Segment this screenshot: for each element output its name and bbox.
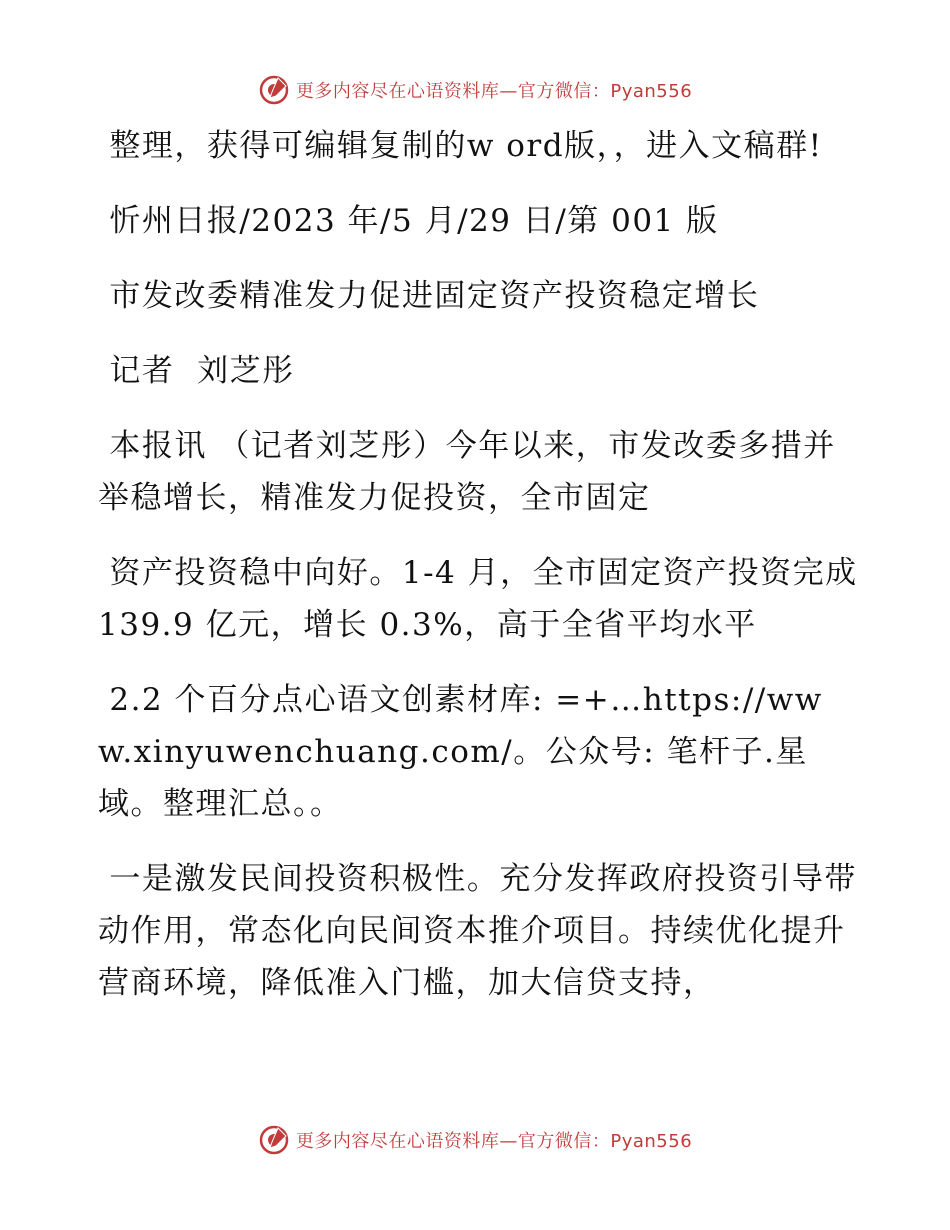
document-body (98, 120, 869, 1009)
body-paragraph: 本报讯 （记者刘芝彤）今年以来，市发改委多措并举稳增长，精准发力促投资，全市固定 (98, 428, 836, 516)
footer-watermark-banner (0, 1122, 950, 1158)
brand-logo-icon (258, 1124, 290, 1156)
publication-line: 忻州日报/2023 年/5 月/29 日/第 001 版 (98, 203, 719, 239)
header-watermark-text: 更多内容尽在心语资料库—官方微信：Pyan556 (295, 81, 693, 102)
brand-logo-icon (258, 74, 290, 106)
intro-paragraph: 整理，获得可编辑复制的w ord版，，进入文稿群! (98, 128, 823, 164)
footer-watermark-text: 更多内容尽在心语资料库—官方微信：Pyan556 (295, 1131, 693, 1152)
body-paragraph: 一是激发民间投资积极性。充分发挥政府投资引导带动作用，常态化向民间资本推介项目。持续优化提升营商环境，降低准入门槛，加大信贷支持， (98, 861, 857, 1001)
header-watermark-banner (0, 72, 950, 108)
author-line: 记者 刘芝彤 (98, 353, 295, 389)
body-paragraph: 2.2 个百分点心语文创素材库: =+…https://www.xinyuwenchuang.com/。公众号: 笔杆子.星域。整理汇总。。 (98, 682, 823, 822)
body-paragraph: 资产投资稳中向好。1-4 月，全市固定资产投资完成 139.9 亿元，增长 0.3%，高于全省平均水平 (98, 555, 869, 643)
article-title: 市发改委精准发力促进固定资产投资稳定增长 (98, 278, 760, 314)
